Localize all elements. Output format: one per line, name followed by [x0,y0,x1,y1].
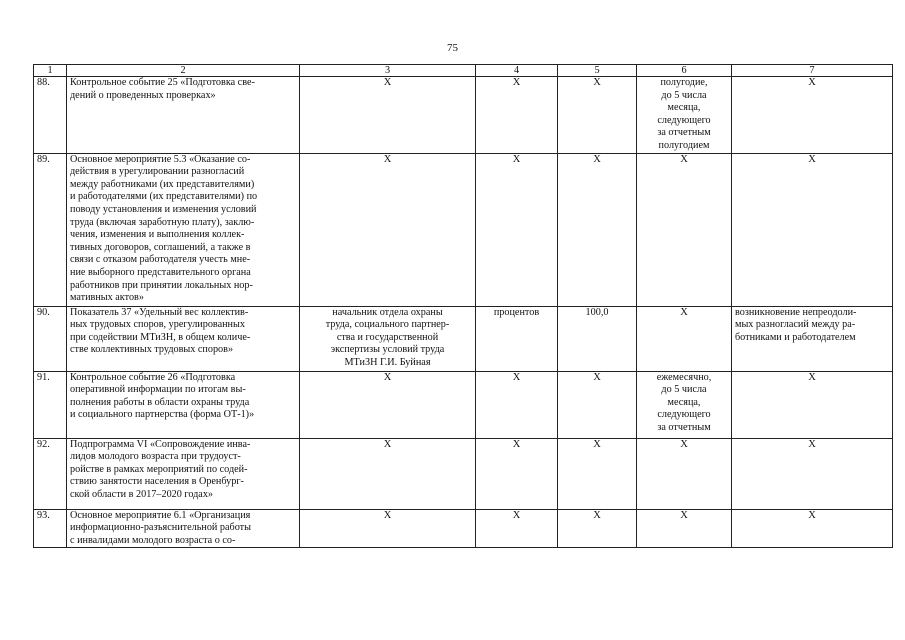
row-name-text: Показатель 37 «Удельный вес коллектив- ных трудовых споров, урегулированных при содействии МТиЗН, в общем количе- стве коллективных трудовых споров» [70,306,251,356]
row-deadline: Х [637,438,732,509]
row-value: Х [558,77,637,154]
row-responsible: Х [300,371,476,438]
table-header-row [34,65,893,77]
row-unit: Х [476,371,558,438]
row-value: Х [558,153,637,306]
column-header: 1 [34,65,67,77]
row-unit: Х [476,509,558,548]
row-deadline-text: ежемесячно, до 5 числа месяца, следующего за отчетным [656,371,712,433]
table-row [34,77,893,154]
row-value: Х [558,509,637,548]
row-responsible-text: начальник отдела охраны труда, социального партнер- ства и государственной экспертизы условий труда МТиЗН Г.И. Буйная [325,306,450,368]
column-header: 2 [67,65,300,77]
row-responsible: Х [300,509,476,548]
row-value: Х [558,371,637,438]
row-name [67,371,300,438]
row-responsible: Х [300,438,476,509]
row-unit: процентов [476,306,558,371]
column-header: 4 [476,65,558,77]
row-name [67,438,300,509]
row-number: 92. [34,438,67,509]
column-header: 3 [300,65,476,77]
column-header: 6 [637,65,732,77]
row-name-text: Основное мероприятие 5.3 «Оказание со- действия в урегулировании разногласий между работниками (их представителями) и работодателями (их представителями) по поводу установления и изменения условий труда (включая заработную плату), заклю- чения, изменения и выполнения коллек- тивных договоров, соглашений, а также в связи с отказом работодателя учесть мне- ние выборного представительного органа работников при принятии локальных нор- мативных актов» [70,153,258,304]
document-table [33,64,893,548]
row-risk: Х [732,371,893,438]
row-name [67,509,300,548]
table-row [34,306,893,371]
row-deadline [637,77,732,154]
row-number: 88. [34,77,67,154]
row-risk-text: возникновение непреодоли- мых разногласий между ра- ботниками и работодателем [735,306,857,343]
row-responsible: Х [300,77,476,154]
table-row [34,509,893,548]
row-deadline-text: полугодие, до 5 числа месяца, следующего за отчетным полугодием [657,77,711,151]
row-value: Х [558,438,637,509]
row-deadline: Х [637,153,732,306]
row-risk: Х [732,509,893,548]
page-number: 75 [447,42,458,54]
row-deadline: Х [637,306,732,371]
row-number: 93. [34,509,67,548]
row-deadline: Х [637,509,732,548]
row-risk: Х [732,153,893,306]
row-name [67,77,300,154]
row-name-text: Контрольное событие 26 «Подготовка оперативной информации по итогам вы- полнения работы в области охраны труда и социального партнерства (форма ОТ-1)» [70,371,255,421]
row-name [67,306,300,371]
row-responsible: Х [300,153,476,306]
row-number: 90. [34,306,67,371]
row-unit: Х [476,153,558,306]
row-number: 91. [34,371,67,438]
row-risk: Х [732,77,893,154]
table-row [34,153,893,306]
column-header: 7 [732,65,893,77]
row-deadline [637,371,732,438]
row-unit: Х [476,438,558,509]
row-value: 100,0 [558,306,637,371]
table-row [34,371,893,438]
row-risk [732,306,893,371]
row-name-text: Подпрограмма VI «Сопровождение инва- лидов молодого возраста при трудоуст- ройстве в рамках мероприятий по содей- ствию занятости населения в Оренбург- ской области в 2017–2020 годах» [70,438,251,500]
table-row [34,438,893,509]
row-number: 89. [34,153,67,306]
row-responsible [300,306,476,371]
row-unit: Х [476,77,558,154]
column-header: 5 [558,65,637,77]
row-risk: Х [732,438,893,509]
row-name-text: Основное мероприятие 6.1 «Организация информационно-разъяснительной работы с инвалидами молодого возраста о со- [70,509,251,546]
row-name-text: Контрольное событие 25 «Подготовка све- дений о проведенных проверках» [70,77,255,101]
row-name [67,153,300,306]
